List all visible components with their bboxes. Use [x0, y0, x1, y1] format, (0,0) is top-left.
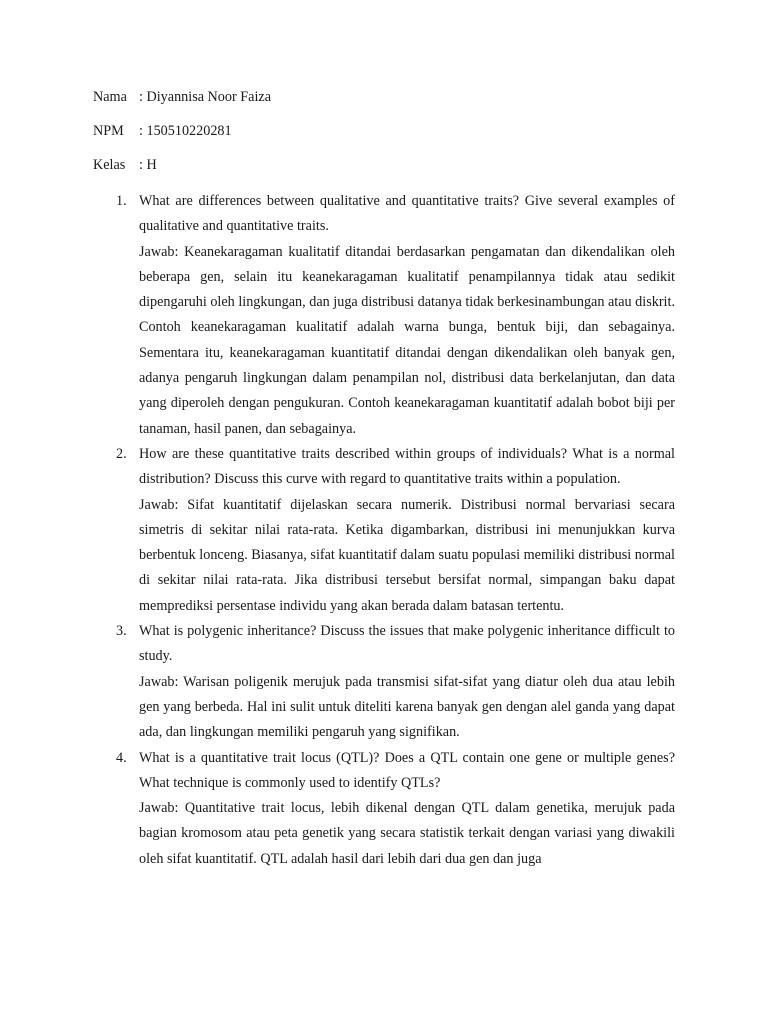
answer-text: Jawab: Sifat kuantitatif dijelaskan secara numerik. Distribusi normal bervariasi secara simetris di sekitar nilai rata-rata. Ketika digambarkan, distribusi ini menunjukkan kurva berbentuk lonceng. Biasanya, sifat kuantitatif dalam suatu populasi memiliki distribusi normal di sekitar nilai rata-rata. Jika distribusi tersebut bersifat normal, simpangan baku dapat memprediksi persentase individu yang akan berada dalam batasan tertentu. [139, 496, 675, 614]
answer-text: Jawab: Keanekaragaman kualitatif ditandai berdasarkan pengamatan dan dikendalikan oleh beberapa gen, selain itu keanekaragaman kualitatif penampilannya tidak atau sedikit dipengaruhi oleh lingkungan, dan juga distribusi datanya tidak berkesinambungan atau diskrit. Contoh keanekaragaman kualitatif adalah warna bunga, bentuk biji, dan sebagainya. Sementara itu, keanekaragaman kuantitatif ditandai dengan dikendalikan oleh banyak gen, adanya pengaruh lingkungan dalam penampilan nol, distribusi data berkelanjutan, dan data yang diperoleh dengan pengukuran. Contoh keanekaragaman kuantitatif adalah bobot biji per tanaman, hasil panen, dan sebagainya. [139, 243, 675, 437]
question-body [139, 442, 675, 619]
question-body [139, 189, 675, 442]
kelas-label: Kelas [93, 157, 126, 173]
npm-label: NPM [93, 123, 124, 139]
name-value: : Diyannisa Noor Faiza [139, 89, 271, 105]
question-text: How are these quantitative traits described within groups of individuals? What is a normal distribution? Discuss this curve with regard to quantitative traits within a population. [139, 445, 675, 488]
question-body [139, 746, 675, 872]
question-item-1 [0, 189, 768, 442]
name-label: Nama [93, 89, 127, 105]
question-number: 2. [116, 445, 127, 462]
npm-value: : 150510220281 [139, 123, 232, 139]
kelas-row [93, 155, 157, 175]
question-item-3 [0, 619, 768, 745]
question-number: 4. [116, 749, 127, 766]
question-item-2 [0, 442, 768, 619]
question-body [139, 619, 675, 745]
answer-text: Jawab: Warisan poligenik merujuk pada transmisi sifat-sifat yang diatur oleh dua atau lebih gen yang berbeda. Hal ini sulit untuk diteliti karena banyak gen dengan alel ganda yang dapat ada, dan lingkungan memiliki pengaruh yang signifikan. [139, 673, 675, 741]
kelas-value: : H [139, 157, 157, 173]
name-row [93, 87, 271, 107]
question-text: What is polygenic inheritance? Discuss the issues that make polygenic inheritance difficult to study. [139, 623, 675, 665]
question-text: What is a quantitative trait locus (QTL)? Does a QTL contain one gene or multiple genes? What technique is commonly used to identify QTLs? [139, 749, 675, 791]
npm-row [93, 121, 232, 141]
question-number: 1. [116, 193, 127, 209]
question-list [0, 189, 768, 872]
question-text: What are differences between qualitative and quantitative traits? Give several examples of qualitative and quantitative traits. [139, 193, 675, 235]
question-number: 3. [116, 623, 127, 640]
answer-text: Jawab: Quantitative trait locus, lebih dikenal dengan QTL dalam genetika, merujuk pada bagian kromosom atau peta genetik yang secara statistik terkait dengan variasi yang diwakili oleh sifat kuantitatif. QTL adalah hasil dari lebih dari dua gen dan juga [139, 800, 675, 867]
question-item-4 [0, 746, 768, 872]
